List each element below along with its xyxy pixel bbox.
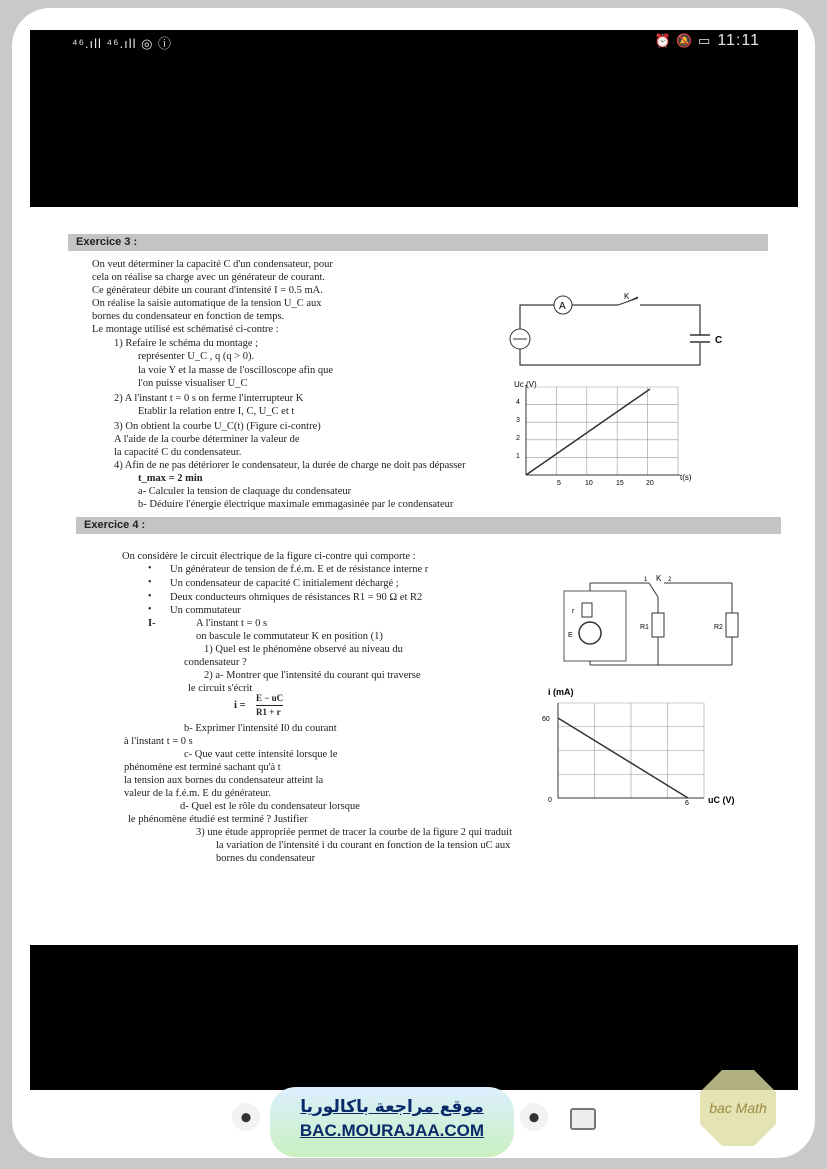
ex3-q1-3: la voie Y et la masse de l'oscilloscope afin que	[138, 365, 334, 376]
site-banner[interactable]	[270, 1087, 514, 1157]
ex4-intro: On considère le circuit électrique de la figure ci-contre qui comporte :	[122, 551, 416, 562]
bac-math-text: bac Math	[709, 1100, 767, 1116]
ex4-formula-lhs: i =	[234, 700, 246, 711]
signal-icons: ⁴⁶.ıll ⁴⁶.ıll ◎ ⓘ	[72, 36, 173, 51]
ex3-q2-1: 2) A l'instant t = 0 s on ferme l'interrupteur K	[114, 393, 304, 404]
ex3-intro-2: cela on réalise sa charge avec un générateur de courant.	[92, 272, 326, 283]
ex3-xtick: 10	[585, 480, 593, 487]
ex4-pos2-label: 2	[668, 577, 672, 583]
ex3-circuit-diagram	[508, 292, 723, 375]
ex4-line-1: A l'instant t = 0 s	[196, 618, 268, 629]
ex4-line-7: b- Exprimer l'intensité I0 du courant	[184, 723, 337, 734]
ex3-q4-2: t_max = 2 min	[138, 473, 203, 484]
ex4-line-17: bornes du condensateur	[216, 853, 316, 864]
ex3-q2-2: Etablir la relation entre I, C, U_C et t	[138, 406, 295, 417]
ex3-q4-1: 4) Afin de ne pas détériorer le condensateur, la durée de charge ne doit pas dépasser	[114, 460, 466, 471]
ex4-line-4: condensateur ?	[184, 657, 247, 668]
logo-right-icon: ⬤	[520, 1103, 548, 1131]
site-url[interactable]: BAC.MOURAJAA.COM	[299, 1121, 485, 1140]
phone-screen	[30, 30, 798, 1090]
ex4-line-10: phénomène est terminé sachant qu'à t	[124, 762, 281, 773]
ex3-intro-3: Ce générateur débite un courant d'intensité I = 0.5 mA.	[92, 285, 323, 296]
bullet-icon: •	[148, 577, 152, 588]
ex4-line-8: à l'instant t = 0 s	[124, 736, 193, 747]
ex3-ytick: 3	[516, 417, 520, 424]
ex4-i-line	[558, 718, 688, 798]
ex4-bullet-4: Un commutateur	[170, 605, 241, 616]
bullet-icon: •	[148, 604, 152, 615]
ex4-line-11: la tension aux bornes du condensateur atteint la	[124, 775, 324, 786]
ex4-graph-ylabel: i (mA)	[548, 687, 574, 697]
ex3-intro-4: On réalise la saisie automatique de la tension U_C aux	[92, 298, 322, 309]
ex3-uc-graph	[500, 377, 710, 487]
ex3-q1-2: représenter U_C , q (q > 0).	[138, 351, 255, 362]
ex4-circuit-diagram	[554, 573, 740, 669]
ex4-part1: I-	[148, 618, 156, 629]
ex3-ammeter-label: A	[559, 301, 566, 312]
ex4-formula-den: R1 + r	[256, 707, 281, 717]
ex3-q4-4: b- Déduire l'énergie électrique maximale emmagasinée par le condensateur	[138, 499, 454, 510]
ex3-q1-1: 1) Refaire le schéma du montage ;	[114, 338, 259, 349]
exercise4-title: Exercice 4 :	[76, 517, 781, 534]
bullet-icon: •	[148, 591, 152, 602]
ex4-line-6: le circuit s'écrit	[188, 683, 253, 694]
ex3-q3-1: 3) On obtient la courbe U_C(t) (Figure ci-contre)	[114, 421, 321, 432]
ex4-bullet-2: Un condensateur de capacité C initialement déchargé ;	[170, 578, 399, 589]
ex3-ytick: 2	[516, 435, 520, 442]
ex4-r1-label: R1	[640, 624, 649, 631]
ex4-bullet-1: Un générateur de tension de f.é.m. E et de résistance interne r	[170, 564, 429, 575]
document-page[interactable]	[30, 207, 798, 945]
ex3-q3-2: A l'aide de la courbe déterminer la valeur de	[114, 434, 300, 445]
ex3-intro-6: Le montage utilisé est schématisé ci-contre :	[92, 324, 279, 335]
ex3-uc-line	[526, 389, 650, 475]
ex3-xtick: 15	[616, 480, 624, 487]
ex3-q3-3: la capacité C du condensateur.	[114, 447, 242, 458]
ex3-q4-3: a- Calculer la tension de claquage du condensateur	[138, 486, 352, 497]
alarm-battery-icons: ⏰ 🔕 ▭	[654, 33, 712, 48]
ex4-i-uc-graph	[536, 685, 776, 805]
ex4-x0-label: 0	[548, 797, 552, 804]
ex3-ytick: 1	[516, 453, 520, 460]
ex4-switch-label: K	[656, 574, 662, 583]
ex4-bullet-3: Deux conducteurs ohmiques de résistances R1 = 90 Ω et R2	[170, 592, 423, 603]
ex4-r2-label: R2	[714, 624, 723, 631]
ex3-ytick: 4	[516, 399, 520, 406]
ex3-switch-label: K	[624, 292, 630, 301]
ex3-intro-1: On veut déterminer la capacité C d'un condensateur, pour	[92, 259, 333, 270]
recent-apps-icon[interactable]	[570, 1108, 596, 1130]
ex3-q1-4: l'on puisse visualiser U_C	[138, 378, 248, 389]
ex3-xtick: 5	[557, 480, 561, 487]
ex4-line-14: le phénomène étudié est terminé ? Justifier	[128, 814, 308, 825]
ex3-capacitor-label: C	[715, 335, 723, 346]
ex3-intro-5: bornes du condensateur en fonction de temps.	[92, 311, 285, 322]
clock: 11:11	[717, 32, 760, 49]
ex4-line-13: d- Quel est le rôle du condensateur lorsque	[180, 801, 360, 812]
ex4-gen-r-label: r	[572, 608, 575, 615]
ex3-graph-xlabel: t(s)	[680, 473, 692, 482]
ex4-xend-label: 6	[685, 800, 689, 807]
ex4-line-2: on bascule le commutateur K en position (1)	[196, 631, 383, 642]
ex4-line-15: 3) une étude appropriée permet de tracer la courbe de la figure 2 qui traduit	[196, 827, 513, 838]
ex4-line-3: 1) Quel est le phénomène observé au niveau du	[204, 644, 403, 655]
exercise3-title: Exercice 3 :	[68, 234, 768, 251]
ex3-xtick: 20	[646, 480, 654, 487]
ex4-graph-xlabel: uC (V)	[708, 795, 735, 805]
bac-math-badge	[698, 1068, 778, 1148]
status-right	[654, 32, 760, 50]
ex4-gen-e-label: E	[568, 632, 573, 639]
ex4-pos1-label: 1	[644, 577, 648, 583]
ex4-line-12: valeur de la f.é.m. E du générateur.	[124, 788, 271, 799]
bullet-icon: •	[148, 563, 152, 574]
ex4-formula-num: E − uC	[256, 692, 283, 706]
ex4-line-9: c- Que vaut cette intensité lorsque le	[184, 749, 338, 760]
ex4-line-16: la variation de l'intensité i du courant en fonction de la tension uC aux	[216, 840, 511, 851]
logo-left-icon: ⬤	[232, 1103, 260, 1131]
ex3-graph-ylabel: Uc (V)	[514, 380, 537, 389]
ex4-line-5: 2) a- Montrer que l'intensité du courant qui traverse	[204, 670, 421, 681]
site-arabic-title: موقع مراجعة باكالوريا	[300, 1097, 484, 1117]
status-bar	[30, 30, 798, 54]
ex4-y0-label: 60	[542, 716, 550, 723]
